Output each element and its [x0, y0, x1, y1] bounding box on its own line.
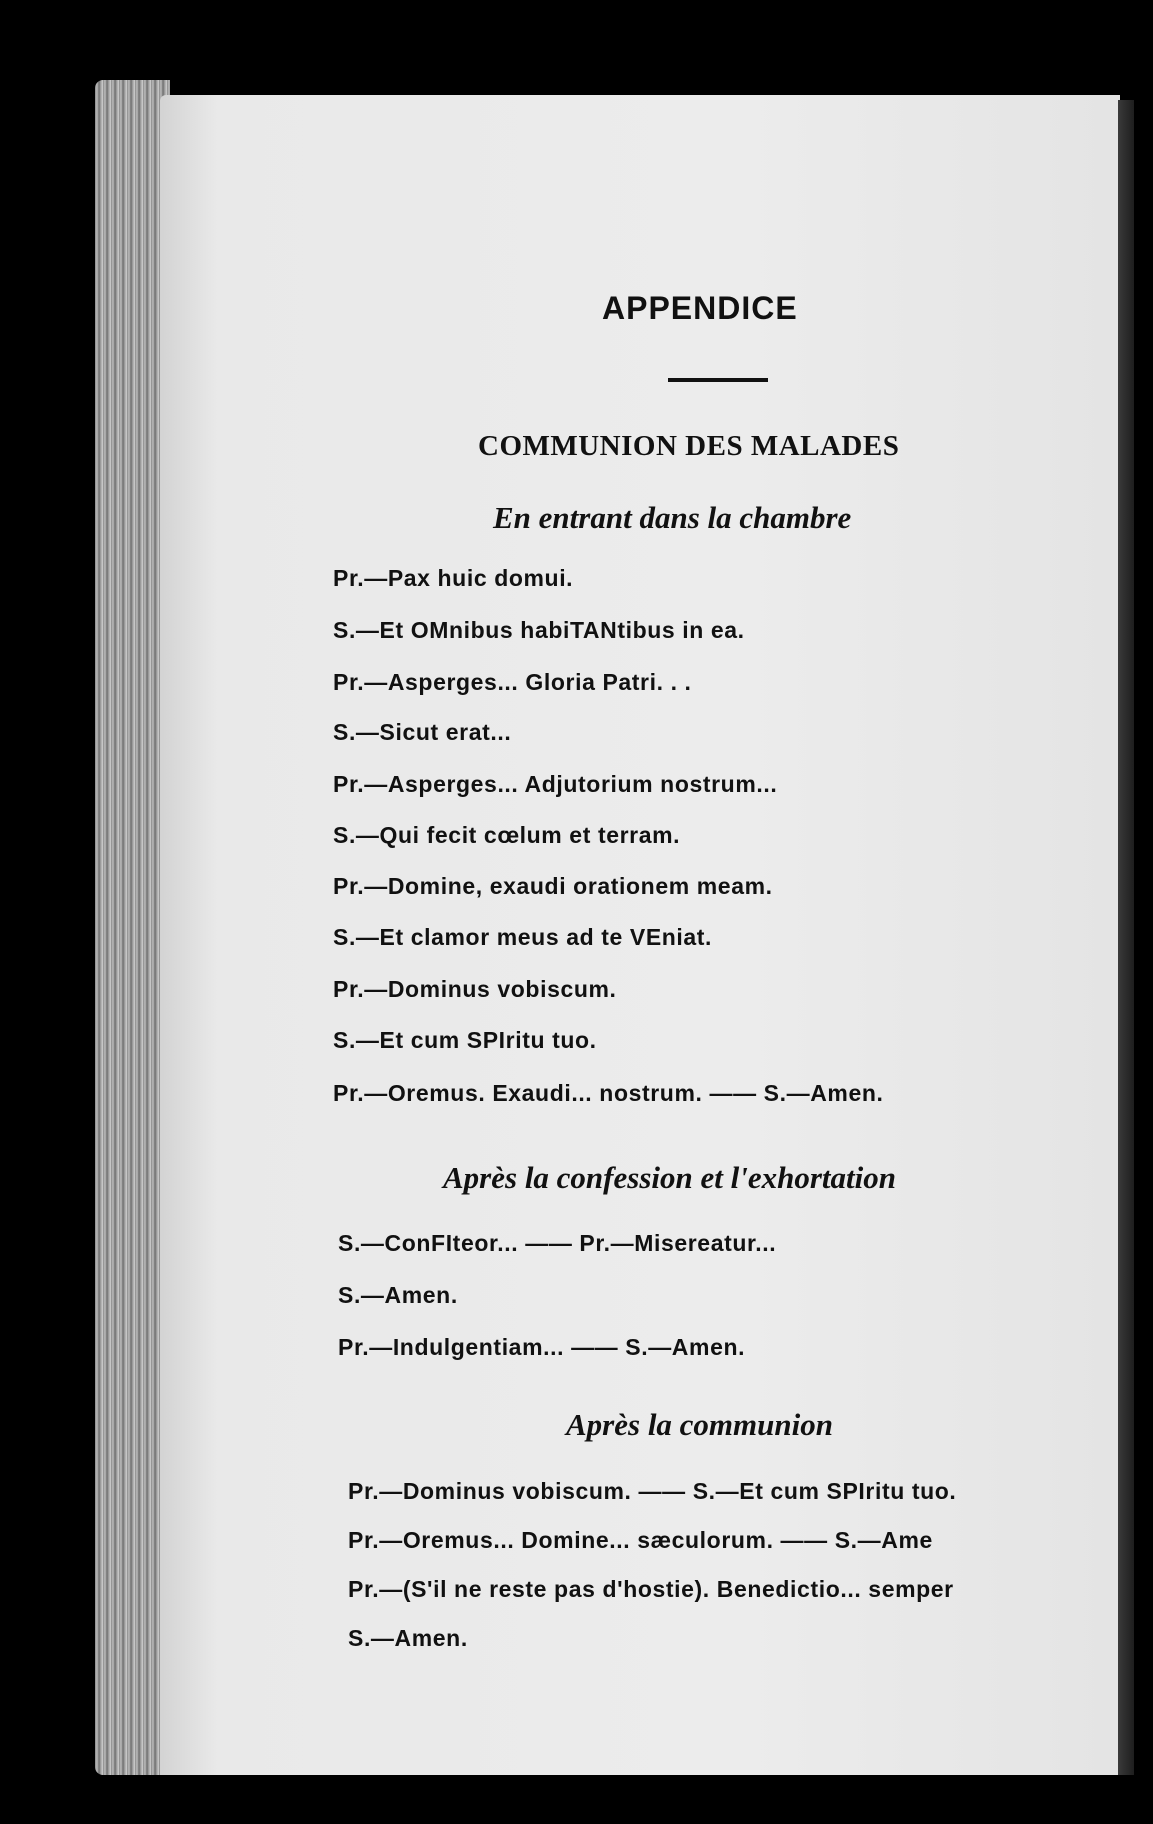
response-line: Pr.—Domine, exaudi orationem meam. [333, 873, 773, 899]
subsection-title: Après la confession et l'exhortation [443, 1160, 896, 1195]
section-title: COMMUNION DES MALADES [478, 430, 900, 462]
book-spine-shadow [1118, 100, 1134, 1775]
response-line: Pr.—Oremus... Domine... sæculorum. —— S.—Ame [348, 1527, 933, 1553]
response-line: Pr.—Indulgentiam... —— S.—Amen. [338, 1334, 746, 1360]
page-leaf-edges [95, 80, 170, 1775]
response-line: Pr.—Asperges... Adjutorium nostrum... [333, 771, 778, 797]
response-line: Pr.—(S'il ne reste pas d'hostie). Benedictio... semper [348, 1576, 954, 1602]
subsection-title: En entrant dans la chambre [493, 500, 852, 535]
response-line: S.—Et OMnibus habiTANtibus in ea. [333, 617, 745, 643]
page-text-area [160, 95, 1118, 1775]
response-line: Pr.—Asperges... Gloria Patri. . . [333, 669, 692, 695]
response-line: Pr.—Pax huic domui. [333, 565, 574, 591]
response-line: S.—Qui fecit cœlum et terram. [333, 822, 681, 848]
response-line: S.—Amen. [338, 1282, 458, 1308]
response-line: Pr.—Oremus. Exaudi... nostrum. —— S.—Amen. [333, 1080, 884, 1106]
response-line: Pr.—Dominus vobiscum. —— S.—Et cum SPIritu tuo. [348, 1478, 957, 1504]
response-line: S.—ConFIteor... —— Pr.—Misereatur... [338, 1230, 777, 1256]
response-line: S.—Et cum SPIritu tuo. [333, 1027, 597, 1053]
appendix-heading: APPENDICE [602, 290, 798, 326]
subsection-title: Après la communion [566, 1407, 833, 1442]
response-line: Pr.—Dominus vobiscum. [333, 976, 617, 1002]
heading-rule [668, 378, 768, 382]
response-line: S.—Amen. [348, 1625, 468, 1651]
response-line: S.—Sicut erat... [333, 719, 512, 745]
response-line: S.—Et clamor meus ad te VEniat. [333, 924, 713, 950]
